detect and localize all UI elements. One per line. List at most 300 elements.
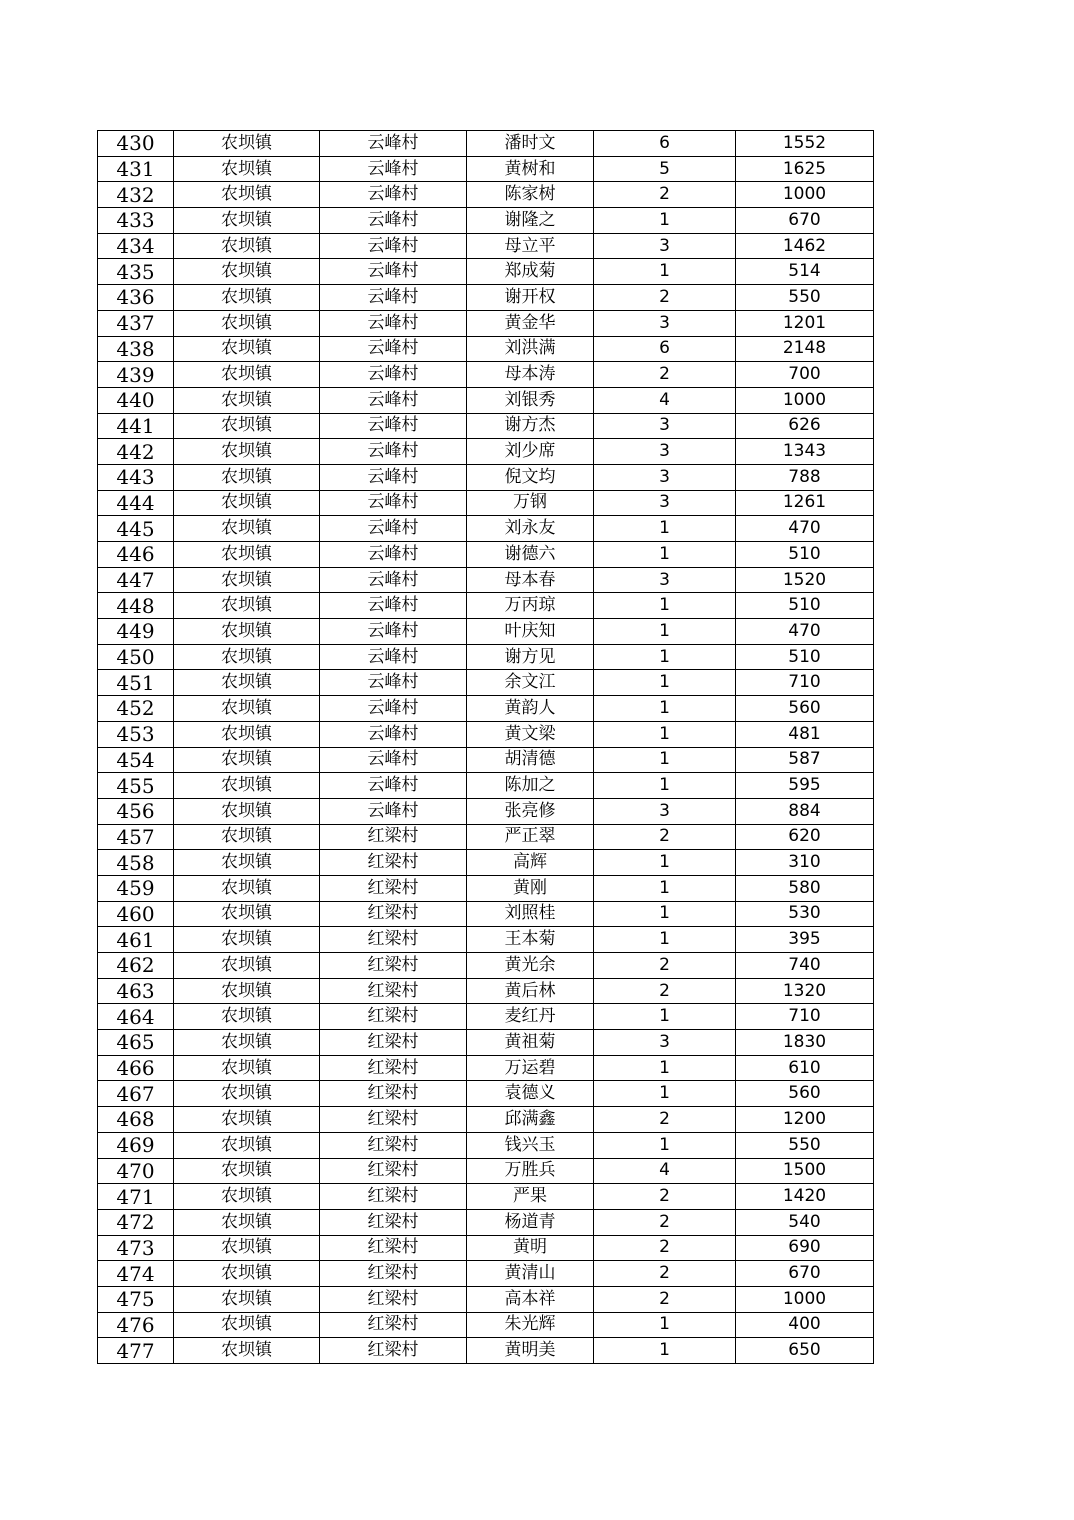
- cell-name: 母立平: [467, 233, 594, 259]
- cell-household-size: 3: [594, 1030, 736, 1056]
- cell-town: 农坝镇: [174, 285, 320, 311]
- cell-household-size: 4: [594, 387, 736, 413]
- cell-village: 云峰村: [320, 362, 467, 388]
- cell-town: 农坝镇: [174, 413, 320, 439]
- cell-name: 潘时文: [467, 131, 594, 157]
- cell-household-size: 2: [594, 1184, 736, 1210]
- cell-serial-number: 466: [98, 1055, 174, 1081]
- table-row: [98, 439, 874, 465]
- cell-amount: 550: [736, 1132, 874, 1158]
- table-row: [98, 619, 874, 645]
- cell-village: 红梁村: [320, 978, 467, 1004]
- cell-village: 红梁村: [320, 1107, 467, 1133]
- cell-village: 云峰村: [320, 490, 467, 516]
- cell-village: 云峰村: [320, 233, 467, 259]
- cell-village: 云峰村: [320, 336, 467, 362]
- cell-household-size: 2: [594, 1235, 736, 1261]
- cell-amount: 1830: [736, 1030, 874, 1056]
- cell-town: 农坝镇: [174, 1209, 320, 1235]
- cell-name: 黄树和: [467, 156, 594, 182]
- cell-town: 农坝镇: [174, 619, 320, 645]
- cell-town: 农坝镇: [174, 1081, 320, 1107]
- cell-name: 万丙琼: [467, 593, 594, 619]
- cell-town: 农坝镇: [174, 824, 320, 850]
- cell-name: 高本祥: [467, 1286, 594, 1312]
- cell-serial-number: 439: [98, 362, 174, 388]
- cell-household-size: 1: [594, 542, 736, 568]
- cell-name: 谢隆之: [467, 208, 594, 234]
- cell-household-size: 1: [594, 644, 736, 670]
- table-row: [98, 542, 874, 568]
- table-row: [98, 490, 874, 516]
- table-row: [98, 721, 874, 747]
- cell-amount: 670: [736, 208, 874, 234]
- cell-household-size: 6: [594, 336, 736, 362]
- cell-serial-number: 445: [98, 516, 174, 542]
- cell-serial-number: 432: [98, 182, 174, 208]
- cell-serial-number: 474: [98, 1261, 174, 1287]
- cell-town: 农坝镇: [174, 439, 320, 465]
- cell-household-size: 1: [594, 696, 736, 722]
- table-row: [98, 773, 874, 799]
- cell-town: 农坝镇: [174, 567, 320, 593]
- cell-amount: 310: [736, 850, 874, 876]
- cell-household-size: 2: [594, 182, 736, 208]
- cell-name: 黄祖菊: [467, 1030, 594, 1056]
- table-row: [98, 362, 874, 388]
- cell-town: 农坝镇: [174, 1107, 320, 1133]
- cell-village: 云峰村: [320, 516, 467, 542]
- cell-town: 农坝镇: [174, 798, 320, 824]
- cell-amount: 587: [736, 747, 874, 773]
- cell-amount: 1200: [736, 1107, 874, 1133]
- cell-town: 农坝镇: [174, 1004, 320, 1030]
- cell-name: 张亮修: [467, 798, 594, 824]
- table-row: [98, 259, 874, 285]
- cell-town: 农坝镇: [174, 953, 320, 979]
- cell-name: 黄明美: [467, 1338, 594, 1364]
- cell-serial-number: 452: [98, 696, 174, 722]
- cell-town: 农坝镇: [174, 310, 320, 336]
- cell-town: 农坝镇: [174, 387, 320, 413]
- cell-town: 农坝镇: [174, 336, 320, 362]
- cell-name: 胡清德: [467, 747, 594, 773]
- cell-name: 刘银秀: [467, 387, 594, 413]
- cell-serial-number: 451: [98, 670, 174, 696]
- table-row: [98, 1209, 874, 1235]
- cell-amount: 580: [736, 875, 874, 901]
- cell-town: 农坝镇: [174, 1312, 320, 1338]
- cell-amount: 514: [736, 259, 874, 285]
- cell-name: 严果: [467, 1184, 594, 1210]
- cell-amount: 1552: [736, 131, 874, 157]
- cell-name: 黄明: [467, 1235, 594, 1261]
- cell-serial-number: 450: [98, 644, 174, 670]
- cell-town: 农坝镇: [174, 208, 320, 234]
- cell-amount: 470: [736, 516, 874, 542]
- cell-name: 黄文梁: [467, 721, 594, 747]
- cell-serial-number: 434: [98, 233, 174, 259]
- table-row: [98, 1107, 874, 1133]
- cell-village: 云峰村: [320, 644, 467, 670]
- cell-name: 王本菊: [467, 927, 594, 953]
- cell-town: 农坝镇: [174, 696, 320, 722]
- cell-town: 农坝镇: [174, 850, 320, 876]
- cell-village: 云峰村: [320, 464, 467, 490]
- cell-town: 农坝镇: [174, 721, 320, 747]
- cell-household-size: 2: [594, 1261, 736, 1287]
- cell-amount: 510: [736, 542, 874, 568]
- cell-household-size: 2: [594, 362, 736, 388]
- cell-town: 农坝镇: [174, 978, 320, 1004]
- cell-name: 母本春: [467, 567, 594, 593]
- cell-village: 红梁村: [320, 1004, 467, 1030]
- cell-serial-number: 456: [98, 798, 174, 824]
- cell-serial-number: 448: [98, 593, 174, 619]
- cell-town: 农坝镇: [174, 901, 320, 927]
- cell-household-size: 1: [594, 927, 736, 953]
- cell-household-size: 2: [594, 1286, 736, 1312]
- cell-household-size: 1: [594, 901, 736, 927]
- cell-household-size: 3: [594, 310, 736, 336]
- cell-town: 农坝镇: [174, 1261, 320, 1287]
- table-row: [98, 1286, 874, 1312]
- cell-town: 农坝镇: [174, 644, 320, 670]
- cell-village: 云峰村: [320, 131, 467, 157]
- cell-village: 云峰村: [320, 387, 467, 413]
- cell-amount: 1320: [736, 978, 874, 1004]
- cell-household-size: 1: [594, 1132, 736, 1158]
- cell-amount: 1500: [736, 1158, 874, 1184]
- cell-household-size: 1: [594, 1055, 736, 1081]
- cell-village: 云峰村: [320, 670, 467, 696]
- table-row: [98, 850, 874, 876]
- cell-household-size: 1: [594, 208, 736, 234]
- cell-town: 农坝镇: [174, 156, 320, 182]
- cell-name: 朱光辉: [467, 1312, 594, 1338]
- cell-village: 红梁村: [320, 1209, 467, 1235]
- cell-village: 云峰村: [320, 619, 467, 645]
- cell-village: 云峰村: [320, 798, 467, 824]
- cell-village: 云峰村: [320, 310, 467, 336]
- cell-village: 云峰村: [320, 593, 467, 619]
- cell-serial-number: 475: [98, 1286, 174, 1312]
- cell-town: 农坝镇: [174, 875, 320, 901]
- cell-village: 红梁村: [320, 1312, 467, 1338]
- table-row: [98, 1132, 874, 1158]
- cell-town: 农坝镇: [174, 773, 320, 799]
- table-row: [98, 1004, 874, 1030]
- cell-household-size: 1: [594, 259, 736, 285]
- cell-amount: 788: [736, 464, 874, 490]
- cell-town: 农坝镇: [174, 1338, 320, 1364]
- cell-village: 红梁村: [320, 875, 467, 901]
- table-row: [98, 310, 874, 336]
- cell-village: 红梁村: [320, 1055, 467, 1081]
- cell-household-size: 1: [594, 516, 736, 542]
- cell-serial-number: 435: [98, 259, 174, 285]
- cell-name: 黄金华: [467, 310, 594, 336]
- cell-serial-number: 477: [98, 1338, 174, 1364]
- cell-name: 袁德义: [467, 1081, 594, 1107]
- cell-village: 云峰村: [320, 773, 467, 799]
- cell-serial-number: 453: [98, 721, 174, 747]
- cell-name: 刘少席: [467, 439, 594, 465]
- cell-serial-number: 441: [98, 413, 174, 439]
- cell-amount: 1520: [736, 567, 874, 593]
- cell-town: 农坝镇: [174, 490, 320, 516]
- cell-household-size: 1: [594, 593, 736, 619]
- table-row: [98, 1261, 874, 1287]
- cell-amount: 530: [736, 901, 874, 927]
- cell-name: 刘照桂: [467, 901, 594, 927]
- cell-serial-number: 443: [98, 464, 174, 490]
- table-row: [98, 131, 874, 157]
- cell-name: 万运碧: [467, 1055, 594, 1081]
- cell-serial-number: 454: [98, 747, 174, 773]
- cell-household-size: 3: [594, 413, 736, 439]
- cell-amount: 1343: [736, 439, 874, 465]
- cell-name: 杨道青: [467, 1209, 594, 1235]
- table-row: [98, 567, 874, 593]
- table-row: [98, 875, 874, 901]
- cell-town: 农坝镇: [174, 1235, 320, 1261]
- cell-serial-number: 467: [98, 1081, 174, 1107]
- cell-household-size: 3: [594, 490, 736, 516]
- cell-village: 红梁村: [320, 824, 467, 850]
- cell-name: 郑成菊: [467, 259, 594, 285]
- cell-village: 红梁村: [320, 1261, 467, 1287]
- cell-household-size: 1: [594, 747, 736, 773]
- cell-amount: 2148: [736, 336, 874, 362]
- cell-village: 红梁村: [320, 1286, 467, 1312]
- cell-amount: 710: [736, 1004, 874, 1030]
- cell-serial-number: 457: [98, 824, 174, 850]
- cell-household-size: 1: [594, 670, 736, 696]
- table-row: [98, 747, 874, 773]
- cell-name: 余文江: [467, 670, 594, 696]
- table-row: [98, 593, 874, 619]
- table-row: [98, 670, 874, 696]
- cell-amount: 1625: [736, 156, 874, 182]
- cell-village: 红梁村: [320, 1235, 467, 1261]
- cell-town: 农坝镇: [174, 670, 320, 696]
- cell-amount: 690: [736, 1235, 874, 1261]
- cell-household-size: 3: [594, 567, 736, 593]
- cell-amount: 1000: [736, 182, 874, 208]
- table-row: [98, 1338, 874, 1364]
- cell-amount: 710: [736, 670, 874, 696]
- cell-village: 云峰村: [320, 259, 467, 285]
- cell-village: 红梁村: [320, 1132, 467, 1158]
- table-row: [98, 208, 874, 234]
- table-row: [98, 464, 874, 490]
- cell-household-size: 1: [594, 1081, 736, 1107]
- cell-name: 钱兴玉: [467, 1132, 594, 1158]
- cell-serial-number: 460: [98, 901, 174, 927]
- cell-village: 云峰村: [320, 542, 467, 568]
- cell-amount: 1462: [736, 233, 874, 259]
- cell-amount: 395: [736, 927, 874, 953]
- cell-household-size: 3: [594, 464, 736, 490]
- cell-serial-number: 440: [98, 387, 174, 413]
- cell-name: 黄光余: [467, 953, 594, 979]
- cell-name: 谢德六: [467, 542, 594, 568]
- cell-amount: 700: [736, 362, 874, 388]
- cell-village: 云峰村: [320, 413, 467, 439]
- cell-serial-number: 438: [98, 336, 174, 362]
- cell-serial-number: 465: [98, 1030, 174, 1056]
- cell-serial-number: 461: [98, 927, 174, 953]
- cell-amount: 1000: [736, 387, 874, 413]
- cell-amount: 620: [736, 824, 874, 850]
- cell-name: 刘永友: [467, 516, 594, 542]
- cell-household-size: 4: [594, 1158, 736, 1184]
- cell-amount: 481: [736, 721, 874, 747]
- table-row: [98, 413, 874, 439]
- cell-serial-number: 462: [98, 953, 174, 979]
- table-row: [98, 901, 874, 927]
- cell-serial-number: 470: [98, 1158, 174, 1184]
- cell-name: 万钢: [467, 490, 594, 516]
- table-row: [98, 233, 874, 259]
- cell-serial-number: 464: [98, 1004, 174, 1030]
- cell-household-size: 1: [594, 773, 736, 799]
- cell-village: 云峰村: [320, 285, 467, 311]
- cell-amount: 550: [736, 285, 874, 311]
- cell-name: 严正翠: [467, 824, 594, 850]
- cell-amount: 540: [736, 1209, 874, 1235]
- cell-household-size: 2: [594, 1209, 736, 1235]
- cell-town: 农坝镇: [174, 362, 320, 388]
- cell-town: 农坝镇: [174, 1132, 320, 1158]
- cell-name: 谢方见: [467, 644, 594, 670]
- cell-serial-number: 449: [98, 619, 174, 645]
- cell-name: 麦红丹: [467, 1004, 594, 1030]
- cell-name: 叶庆知: [467, 619, 594, 645]
- data-table: [97, 130, 874, 1364]
- cell-name: 邱满鑫: [467, 1107, 594, 1133]
- cell-village: 红梁村: [320, 1158, 467, 1184]
- table-row: [98, 1312, 874, 1338]
- cell-household-size: 1: [594, 875, 736, 901]
- cell-village: 云峰村: [320, 156, 467, 182]
- table-row: [98, 1184, 874, 1210]
- cell-town: 农坝镇: [174, 233, 320, 259]
- cell-village: 红梁村: [320, 927, 467, 953]
- cell-village: 红梁村: [320, 1081, 467, 1107]
- table-row: [98, 156, 874, 182]
- cell-amount: 470: [736, 619, 874, 645]
- cell-town: 农坝镇: [174, 593, 320, 619]
- cell-household-size: 2: [594, 285, 736, 311]
- table-row: [98, 978, 874, 1004]
- cell-town: 农坝镇: [174, 927, 320, 953]
- cell-amount: 560: [736, 696, 874, 722]
- table-row: [98, 953, 874, 979]
- cell-household-size: 1: [594, 1338, 736, 1364]
- table-row: [98, 1158, 874, 1184]
- cell-amount: 1201: [736, 310, 874, 336]
- cell-amount: 626: [736, 413, 874, 439]
- cell-village: 红梁村: [320, 1338, 467, 1364]
- cell-town: 农坝镇: [174, 1030, 320, 1056]
- table-row: [98, 798, 874, 824]
- cell-village: 云峰村: [320, 747, 467, 773]
- table-row: [98, 696, 874, 722]
- cell-amount: 740: [736, 953, 874, 979]
- cell-village: 云峰村: [320, 439, 467, 465]
- cell-household-size: 3: [594, 233, 736, 259]
- cell-serial-number: 437: [98, 310, 174, 336]
- cell-town: 农坝镇: [174, 1184, 320, 1210]
- table-row: [98, 516, 874, 542]
- cell-town: 农坝镇: [174, 542, 320, 568]
- cell-village: 红梁村: [320, 953, 467, 979]
- cell-amount: 1420: [736, 1184, 874, 1210]
- table-row: [98, 1055, 874, 1081]
- cell-household-size: 6: [594, 131, 736, 157]
- cell-household-size: 2: [594, 824, 736, 850]
- cell-serial-number: 436: [98, 285, 174, 311]
- cell-village: 云峰村: [320, 208, 467, 234]
- cell-amount: 510: [736, 644, 874, 670]
- cell-town: 农坝镇: [174, 1055, 320, 1081]
- cell-town: 农坝镇: [174, 1158, 320, 1184]
- cell-amount: 510: [736, 593, 874, 619]
- cell-name: 陈加之: [467, 773, 594, 799]
- table-row: [98, 824, 874, 850]
- cell-name: 高辉: [467, 850, 594, 876]
- table-body: [98, 131, 874, 1364]
- cell-amount: 560: [736, 1081, 874, 1107]
- cell-serial-number: 468: [98, 1107, 174, 1133]
- cell-serial-number: 446: [98, 542, 174, 568]
- cell-name: 倪文均: [467, 464, 594, 490]
- cell-serial-number: 471: [98, 1184, 174, 1210]
- cell-household-size: 3: [594, 439, 736, 465]
- cell-name: 黄刚: [467, 875, 594, 901]
- cell-serial-number: 459: [98, 875, 174, 901]
- cell-amount: 400: [736, 1312, 874, 1338]
- cell-village: 云峰村: [320, 567, 467, 593]
- cell-serial-number: 463: [98, 978, 174, 1004]
- cell-village: 云峰村: [320, 721, 467, 747]
- cell-household-size: 1: [594, 619, 736, 645]
- cell-serial-number: 433: [98, 208, 174, 234]
- cell-town: 农坝镇: [174, 131, 320, 157]
- cell-serial-number: 458: [98, 850, 174, 876]
- cell-town: 农坝镇: [174, 464, 320, 490]
- cell-household-size: 1: [594, 1312, 736, 1338]
- cell-town: 农坝镇: [174, 182, 320, 208]
- cell-serial-number: 455: [98, 773, 174, 799]
- table-row: [98, 1235, 874, 1261]
- cell-amount: 610: [736, 1055, 874, 1081]
- cell-village: 红梁村: [320, 1030, 467, 1056]
- cell-village: 云峰村: [320, 182, 467, 208]
- cell-village: 红梁村: [320, 850, 467, 876]
- cell-serial-number: 476: [98, 1312, 174, 1338]
- cell-name: 黄清山: [467, 1261, 594, 1287]
- cell-town: 农坝镇: [174, 1286, 320, 1312]
- cell-household-size: 1: [594, 721, 736, 747]
- cell-serial-number: 469: [98, 1132, 174, 1158]
- table-row: [98, 285, 874, 311]
- cell-name: 黄韵人: [467, 696, 594, 722]
- cell-household-size: 1: [594, 850, 736, 876]
- cell-serial-number: 473: [98, 1235, 174, 1261]
